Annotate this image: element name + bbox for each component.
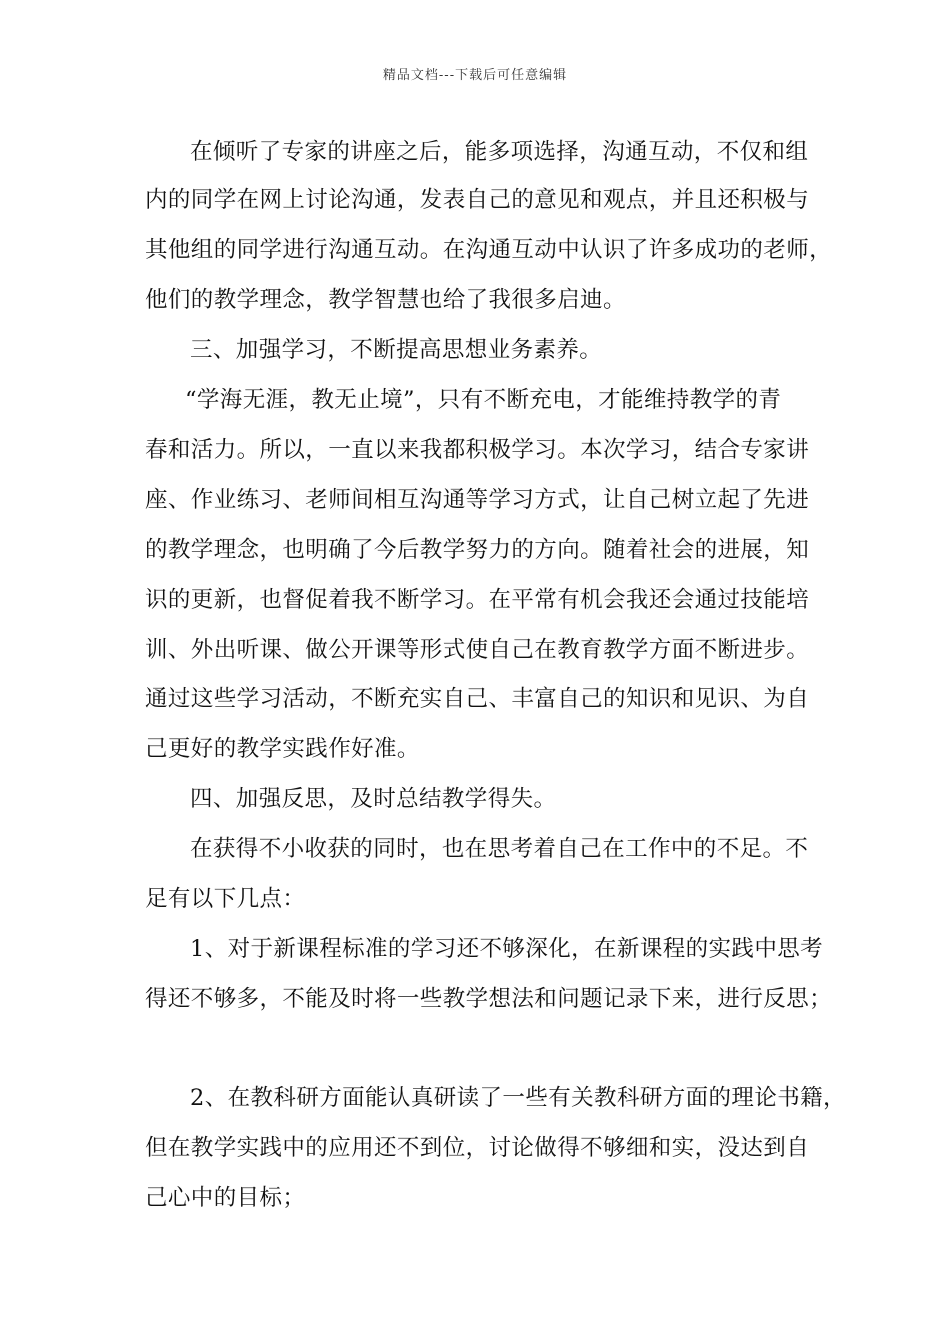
text-line: 他们的教学理念，教学智慧也给了我很多启迪。 — [145, 287, 626, 313]
text-line: “学海无涯，教无止境”，只有不断充电，才能维持教学的青 — [185, 387, 782, 413]
section-heading: 四、加强反思，及时总结教学得失。 — [190, 786, 557, 812]
list-item: 1、对于新课程标准的学习还不够深化，在新课程的实践中思考 — [190, 936, 824, 962]
text-line: 训、外出听课、做公开课等形式使自己在教育教学方面不断进步。 — [145, 637, 810, 663]
section-heading: 三、加强学习，不断提高思想业务素养。 — [190, 337, 603, 363]
text-line: 座、作业练习、老师间相互沟通等学习方式，让自己树立起了先进 — [145, 487, 810, 513]
text-line: 春和活力。所以，一直以来我都积极学习。本次学习，结合专家讲 — [145, 437, 810, 463]
text-line: 其他组的同学进行沟通互动。在沟通互动中认识了许多成功的老师， — [145, 237, 833, 263]
text-line: 识的更新，也督促着我不断学习。在平常有机会我还会通过技能培 — [145, 587, 810, 613]
list-item: 2、在教科研方面能认真研读了一些有关教科研方面的理论书籍， — [190, 1085, 846, 1111]
text-line: 足有以下几点： — [145, 886, 306, 912]
page-header: 精品文档---下载后可任意编辑 — [382, 68, 568, 83]
text-line: 但在教学实践中的应用还不到位，讨论做得不够细和实，没达到自 — [145, 1135, 810, 1161]
text-line: 内的同学在网上讨论沟通，发表自己的意见和观点，并且还积极与 — [145, 187, 810, 213]
text-line: 得还不够多，不能及时将一些教学想法和问题记录下来，进行反思； — [145, 986, 833, 1012]
text-line: 己心中的目标； — [145, 1185, 306, 1211]
text-line: 通过这些学习活动，不断充实自己、丰富自己的知识和见识、为自 — [145, 686, 810, 712]
text-line: 己更好的教学实践作好准。 — [145, 736, 420, 762]
text-line: 在倾听了专家的讲座之后，能多项选择，沟通互动，不仅和组 — [190, 139, 809, 165]
text-line: 在获得不小收获的同时，也在思考着自己在工作中的不足。不 — [190, 836, 809, 862]
text-line: 的教学理念，也明确了今后教学努力的方向。随着社会的进展，知 — [145, 537, 810, 563]
